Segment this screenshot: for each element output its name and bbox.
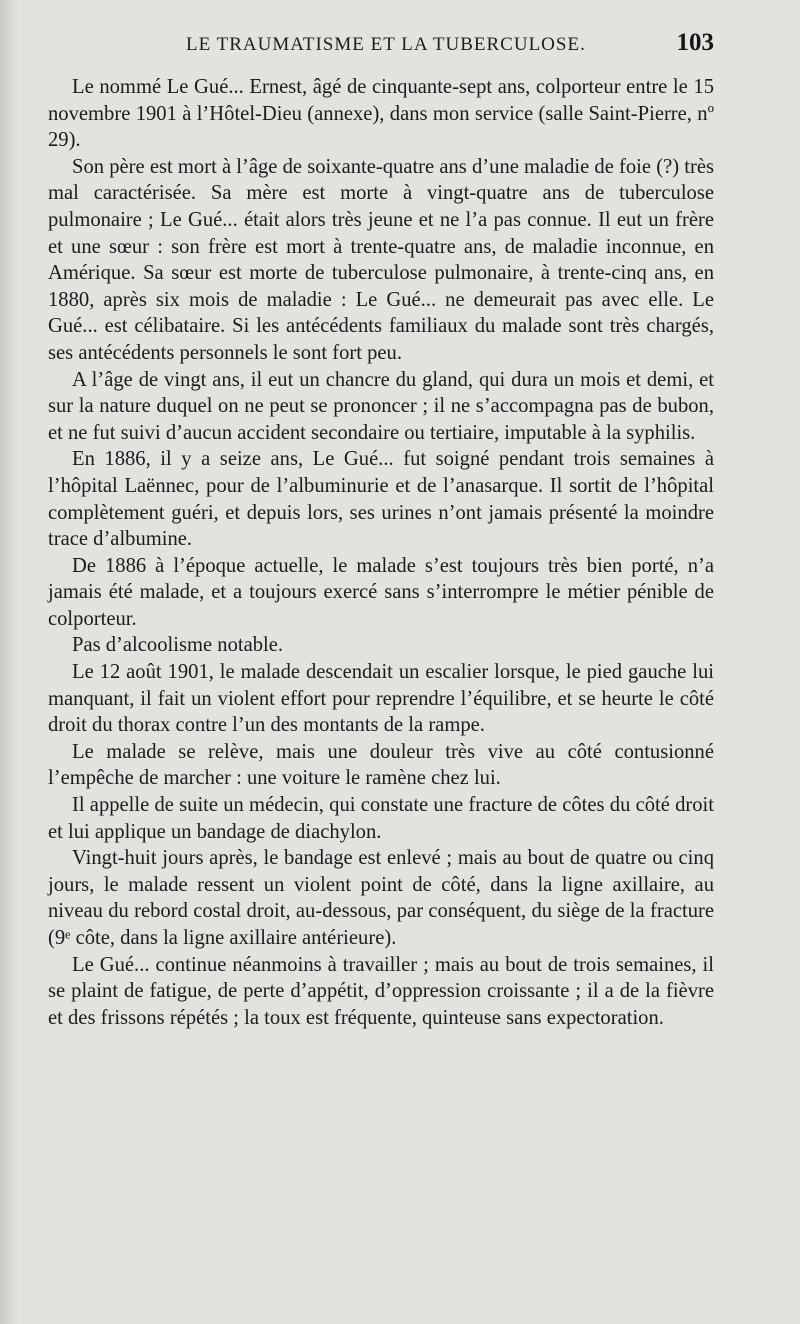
page-number: 103	[676, 29, 714, 56]
page-header	[40, 29, 714, 62]
paragraph-health-since-1886: De 1886 à l’époque actuelle, le malade s’est toujours très bien porté, n’a jamais été malade, et a toujours exercé sans s’interrompre le métier pénible de colporteur.	[48, 554, 714, 630]
paragraph-alcoholism: Pas d’alcoolisme notable.	[72, 634, 284, 657]
paragraph-doctor: Il appelle de suite un médecin, qui constate une fracture de côtes du côté droit et lui applique un bandage de diachylon.	[48, 794, 714, 843]
running-title: LE TRAUMATISME ET LA TUBERCULOSE.	[186, 34, 586, 55]
page-edge-shadow	[0, 0, 18, 1324]
paragraph-1886-hospital: En 1886, il y a seize ans, Le Gué... fut soigné pendant trois semaines à l’hôpital Laënnec, pour de l’albuminurie et de l’anasarque. Il sortit de l’hôpital complètement guéri, et depuis lors, ses urines n’ont jamais présenté la moindre trace d’albumine.	[48, 448, 714, 551]
paragraph-chancre: A l’âge de vingt ans, il eut un chancre du gland, qui dura un mois et demi, et sur la nature duquel on ne peut se prononcer ; il ne s’accompagna pas de bubon, et ne fut suivi d’aucun accident secondaire ou tertiaire, imputable à la syphilis.	[48, 368, 714, 444]
body-text	[48, 74, 714, 1031]
paragraph-accident: Le 12 août 1901, le malade descendait un escalier lorsque, le pied gauche lui manquant, il fait un violent effort pour reprendre l’équilibre, et se heurte le côté droit du thorax contre l’un des montants de la rampe.	[48, 661, 714, 737]
paragraph-bandage-removed: Vingt-huit jours après, le bandage est enlevé ; mais au bout de quatre ou cinq jours, le malade ressent un violent point de côté, dans la ligne axillaire, au niveau du rebord costal droit, au-dessous, par conséquent, du siège de la fracture (9ᵉ côte, dans la ligne axillaire antérieure).	[48, 847, 714, 949]
paragraph-pain: Le malade se relève, mais une douleur très vive au côté contusionné l’empêche de marcher : une voiture le ramène chez lui.	[48, 740, 714, 790]
paragraph-symptoms: Le Gué... continue néanmoins à travailler ; mais au bout de trois semaines, il se plaint de fatigue, de perte d’appétit, d’oppression croissante ; il a de la fièvre et des frissons répétés ; la toux est fréquente, quinteuse sans expectoration.	[48, 953, 714, 1029]
paragraph-family-history: Son père est mort à l’âge de soixante-quatre ans d’une maladie de foie (?) très mal caractérisée. Sa mère est morte à vingt-quatre ans de tuberculose pulmonaire ; Le Gué... était alors très jeune et ne l’a pas connue. Il eut un frère et une sœur : son frère est mort à trente-quatre ans, de maladie inconnue, en Amérique. Sa sœur est morte de tuberculose pulmonaire, à trente-cinq ans, en 1880, après six mois de maladie : Le Gué... ne demeurait pas avec elle. Le Gué... est célibataire. Si les antécédents familiaux du malade sont très chargés, ses antécédents personnels le sont fort peu.	[48, 155, 714, 364]
paragraph-patient-intro: Le nommé Le Gué... Ernest, âgé de cinquante-sept ans, colporteur entre le 15 novembre 1901 à l’Hôtel-Dieu (annexe), dans mon service (salle Saint-Pierre, nº 29).	[48, 76, 714, 152]
